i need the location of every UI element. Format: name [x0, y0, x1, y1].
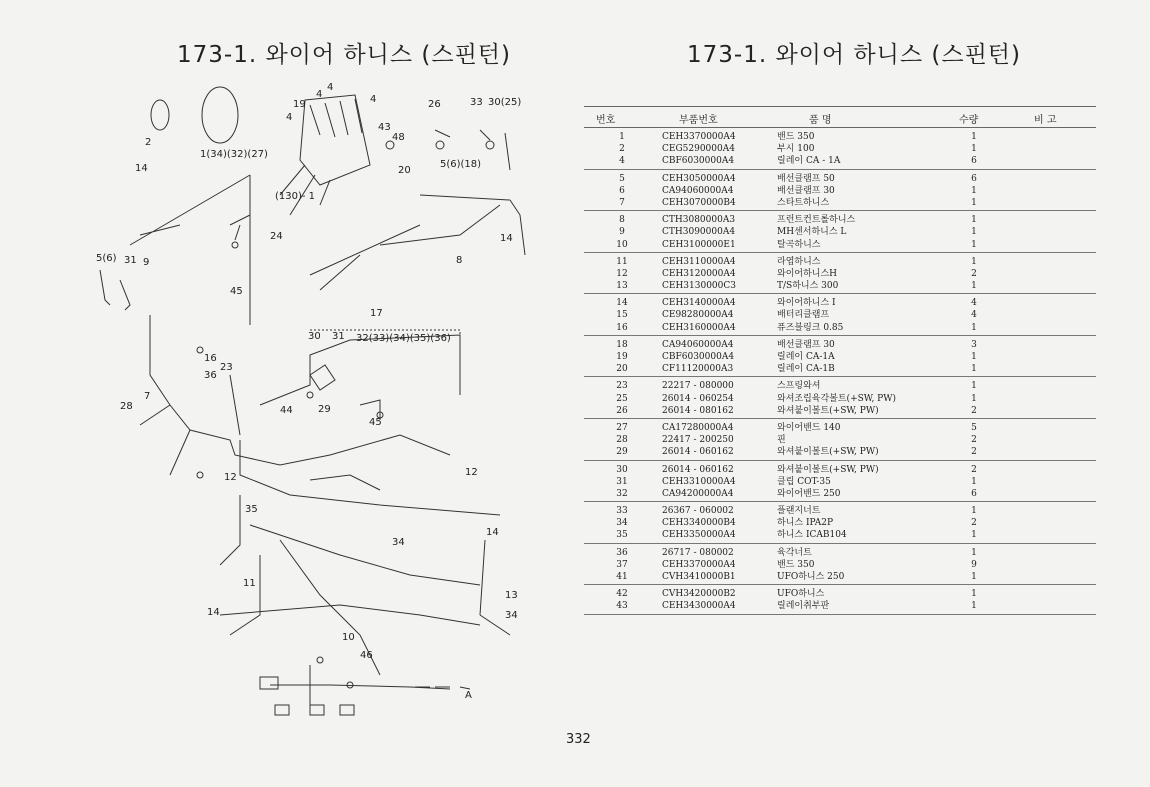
table-row: [584, 600, 1096, 612]
part-name: 하니스 ICAB104: [777, 530, 847, 541]
row-group: [584, 461, 1096, 503]
callout-label: 35: [245, 504, 258, 515]
quantity: 2: [971, 268, 977, 279]
table-row: [584, 405, 1096, 417]
part-name: 와이어하니스H: [777, 268, 838, 279]
part-name: 육각너트: [777, 547, 812, 558]
callout-label: 13: [505, 590, 518, 601]
quantity: 1: [971, 393, 977, 404]
quantity: 1: [971, 601, 977, 612]
part-name: 밴드 350: [777, 132, 815, 142]
quantity: 1: [971, 572, 977, 582]
row-number: 9: [619, 227, 625, 238]
part-name: 라엽하니스: [777, 256, 821, 267]
row-number: 16: [616, 322, 628, 333]
table-row: [584, 380, 1096, 392]
quantity: 1: [971, 364, 977, 375]
quantity: 1: [971, 239, 977, 250]
callout-label: 44: [280, 405, 293, 416]
quantity: 3: [971, 339, 977, 350]
quantity: 6: [971, 173, 977, 184]
callout-label: 30(25): [488, 97, 522, 108]
part-name: 부시 100: [777, 144, 815, 155]
part-name: 스프링와셔: [777, 381, 821, 392]
row-number: 18: [616, 339, 628, 350]
table-row: [584, 488, 1096, 500]
row-number: 11: [616, 256, 628, 267]
part-number: 26014 - 060162: [662, 447, 734, 458]
connector-a: [260, 677, 278, 689]
table-row: [584, 339, 1096, 351]
quantity: 1: [971, 506, 977, 517]
part-number: CEH3120000A4: [662, 268, 736, 279]
callout-label: 10: [342, 632, 355, 643]
quantity: 2: [971, 464, 977, 475]
table-row: [584, 197, 1096, 209]
callout-label: 36: [204, 370, 217, 381]
row-number: 23: [616, 381, 628, 392]
part-number: CEH3110000A4: [662, 256, 736, 267]
callout-label: 29: [318, 404, 331, 415]
callout-label: 9: [143, 257, 150, 268]
part-number: 26717 - 080002: [662, 547, 734, 558]
part-number: CEH3310000A4: [662, 476, 736, 487]
parts-table: [584, 106, 1096, 615]
part-number: CBF6030000A4: [662, 156, 735, 167]
callout-label: 17: [370, 308, 383, 319]
part-number: CEH3350000A4: [662, 530, 736, 541]
part-number: 26367 - 060002: [662, 506, 734, 517]
part-name: 릴레이 CA - 1A: [777, 156, 841, 167]
callout-label: 24: [270, 231, 283, 242]
part-number: CEH3370000A4: [662, 132, 736, 142]
part-name: 와셔붙이볼트(+SW, PW): [777, 464, 879, 475]
row-number: 36: [616, 547, 628, 558]
part-number: CVH3410000B1: [662, 572, 736, 582]
part-name: 핀: [777, 435, 786, 446]
row-number: 20: [616, 364, 628, 375]
part-name: 와이어밴드 250: [777, 488, 841, 499]
callout-label: 4: [286, 112, 293, 123]
header-name: 품 명: [809, 115, 832, 126]
quantity: 4: [971, 310, 977, 321]
quantity: 1: [971, 227, 977, 238]
quantity: 5: [971, 422, 977, 433]
row-number: 30: [616, 464, 628, 475]
part-name: 배선클램프 30: [777, 185, 835, 196]
row-number: 26: [616, 405, 628, 416]
part-number: 22217 - 080000: [662, 381, 734, 392]
bush-part-1: [202, 87, 238, 143]
part-name: 와이어하니스 I: [777, 298, 836, 309]
part-number: CA17280000A4: [662, 422, 734, 433]
callout-label: 4: [327, 82, 334, 93]
callout-label: 45: [369, 417, 382, 428]
table-row: [584, 434, 1096, 446]
row-number: 34: [616, 518, 628, 529]
part-name: 퓨즈블링크 0.85: [777, 322, 844, 333]
header-qty: 수량: [959, 115, 979, 126]
row-group: [584, 419, 1096, 461]
row-group: [584, 128, 1096, 170]
quantity: 1: [971, 322, 977, 333]
part-name: 프런트컨트롤하니스: [777, 215, 856, 226]
quantity: 1: [971, 132, 977, 142]
part-number: 26014 - 080162: [662, 405, 734, 416]
quantity: 1: [971, 476, 977, 487]
callout-label: 28: [120, 401, 133, 412]
row-group: [584, 502, 1096, 544]
part-number: CE98280000A4: [662, 310, 734, 321]
part-number: CEH3130000C3: [662, 281, 736, 292]
table-row: [584, 185, 1096, 197]
relay-block: [300, 95, 370, 185]
callout-label: 5(6): [96, 253, 117, 264]
row-number: 8: [619, 215, 625, 226]
row-number: 12: [616, 268, 628, 279]
table-row: [584, 571, 1096, 583]
row-number: 37: [616, 559, 628, 570]
part-number: CTH3080000A3: [662, 215, 736, 226]
part-number: CA94060000A4: [662, 185, 734, 196]
callout-label: 8: [456, 255, 463, 266]
callout-label: 4: [370, 94, 377, 105]
row-number: 10: [616, 239, 628, 250]
part-number: CEG5290000A4: [662, 144, 735, 155]
part-name: 배선클램프 50: [777, 173, 835, 184]
part-name: 하니스 IPA2P: [777, 518, 834, 529]
part-number: CA94060000A4: [662, 339, 734, 350]
part-name: 밴드 350: [777, 559, 815, 570]
row-number: 25: [616, 393, 628, 404]
part-name: 릴레이 CA-1B: [777, 364, 835, 375]
callout-label: A: [465, 690, 472, 701]
quantity: 1: [971, 197, 977, 208]
part-number: CVH3420000B2: [662, 589, 736, 600]
part-number: 22417 - 200250: [662, 435, 734, 446]
callout-label: 16: [204, 353, 217, 364]
band-part-2: [151, 100, 169, 130]
part-number: CEH3140000A4: [662, 298, 736, 309]
part-name: T/S하니스 300: [777, 281, 839, 292]
row-group: [584, 544, 1096, 586]
callout-label: 34: [505, 610, 518, 621]
row-number: 32: [616, 488, 628, 499]
quantity: 6: [971, 156, 977, 167]
row-group: [584, 170, 1096, 212]
callout-label: 14: [500, 233, 513, 244]
row-number: 15: [616, 310, 628, 321]
row-number: 14: [616, 298, 628, 309]
part-number: CEH3430000A4: [662, 601, 736, 612]
quantity: 2: [971, 518, 977, 529]
callout-label: 31: [124, 255, 137, 266]
part-number: CF11120000A3: [662, 364, 734, 375]
callout-label: 31: [332, 331, 345, 342]
harness-lines: [100, 87, 525, 715]
quantity: 1: [971, 381, 977, 392]
quantity: 1: [971, 547, 977, 558]
quantity: 2: [971, 435, 977, 446]
part-name: 배선클램프 30: [777, 339, 835, 350]
table-row: [584, 226, 1096, 238]
table-row: [584, 393, 1096, 405]
callout-label: 48: [392, 132, 405, 143]
part-name: 와셔조립육각볼트(+SW, PW): [777, 393, 896, 404]
row-group: [584, 211, 1096, 253]
part-number: CEH3070000B4: [662, 197, 736, 208]
callout-label: 7: [144, 391, 151, 402]
table-row: [584, 517, 1096, 529]
callout-label: 20: [398, 165, 411, 176]
table-row: [584, 309, 1096, 321]
header-part: 부품번호: [679, 115, 718, 126]
quantity: 1: [971, 256, 977, 267]
callout-label: 32(33)(34)(35)(36): [356, 333, 451, 344]
table-body: [584, 128, 1096, 615]
table-row: [584, 322, 1096, 334]
parts-list-title: 173-1. 와이어 하니스 (스핀턴): [687, 42, 1021, 68]
quantity: 1: [971, 530, 977, 541]
table-row: [584, 464, 1096, 476]
row-number: 29: [616, 447, 628, 458]
quantity: 1: [971, 144, 977, 155]
part-number: CBF6030000A4: [662, 352, 735, 362]
row-number: 27: [616, 422, 628, 433]
row-number: 7: [619, 197, 625, 208]
part-number: CEH3370000A4: [662, 559, 736, 570]
part-name: 클립 COT-35: [777, 476, 831, 487]
callout-label: 2: [145, 137, 152, 148]
table-row: [584, 280, 1096, 292]
callout-label: 26: [428, 99, 441, 110]
row-group: [584, 294, 1096, 336]
part-number: CEH3050000A4: [662, 173, 736, 184]
row-number: 1: [619, 132, 625, 142]
table-row: [584, 547, 1096, 559]
part-number: CEH3340000B4: [662, 518, 736, 529]
row-number: 13: [616, 281, 628, 292]
page-number: 332: [566, 732, 591, 747]
part-name: UFO하니스: [777, 589, 825, 600]
part-name: 와이어밴드 140: [777, 422, 841, 433]
table-row: [584, 239, 1096, 251]
callout-label: 30: [308, 331, 321, 342]
quantity: 1: [971, 215, 977, 226]
table-row: [584, 446, 1096, 458]
table-row: [584, 505, 1096, 517]
row-number: 33: [616, 506, 628, 517]
callout-label: 14: [207, 607, 220, 618]
table-row: [584, 214, 1096, 226]
diagram-callouts: [96, 82, 521, 701]
part-name: 탈곡하니스: [777, 239, 821, 250]
row-group: [584, 377, 1096, 419]
quantity: 1: [971, 352, 977, 362]
part-name: MH센서하니스 L: [777, 227, 847, 238]
row-group: [584, 585, 1096, 614]
row-number: 31: [616, 476, 628, 487]
quantity: 9: [971, 559, 977, 570]
table-row: [584, 476, 1096, 488]
callout-label: 19: [293, 99, 306, 110]
table-row: [584, 297, 1096, 309]
row-group: [584, 253, 1096, 295]
diagram-title: 173-1. 와이어 하니스 (스핀턴): [177, 42, 511, 68]
table-row: [584, 422, 1096, 434]
callout-label: 14: [486, 527, 499, 538]
table-row: [584, 256, 1096, 268]
table-row: [584, 559, 1096, 571]
table-row: [584, 529, 1096, 541]
table-row: [584, 173, 1096, 185]
callout-label: 23: [220, 362, 233, 373]
quantity: 1: [971, 589, 977, 600]
table-row: [584, 363, 1096, 375]
quantity: 4: [971, 298, 977, 309]
row-number: 35: [616, 530, 628, 541]
part-name: 배터리클램프: [777, 310, 830, 321]
part-number: 26014 - 060162: [662, 464, 734, 475]
part-number: CTH3090000A4: [662, 227, 736, 238]
table-row: [584, 351, 1096, 363]
row-number: 43: [616, 601, 628, 612]
callout-label: 1(34)(32)(27): [200, 149, 268, 160]
table-row: [584, 131, 1096, 143]
callout-label: 33: [470, 97, 483, 108]
table-row: [584, 588, 1096, 600]
quantity: 2: [971, 447, 977, 458]
part-name: UFO하니스 250: [777, 572, 845, 582]
part-number: 26014 - 060254: [662, 393, 734, 404]
part-name: 와셔붙이볼트(+SW, PW): [777, 447, 879, 458]
part-name: 와셔붙이볼트(+SW, PW): [777, 405, 879, 416]
row-number: 2: [619, 144, 625, 155]
header-note: 비 고: [1034, 115, 1057, 126]
part-name: 릴레이 CA-1A: [777, 352, 835, 362]
part-name: 스타트하니스: [777, 197, 830, 208]
part-number: CEH3100000E1: [662, 239, 736, 250]
row-number: 5: [619, 173, 625, 184]
callout-label: 4: [316, 89, 323, 100]
part-number: CEH3160000A4: [662, 322, 736, 333]
header-no: 번호: [596, 115, 616, 126]
callout-label: 45: [230, 286, 243, 297]
callout-label: 34: [392, 537, 405, 548]
table-header: [584, 106, 1096, 128]
callout-label: 43: [378, 122, 391, 133]
callout-label: 12: [465, 467, 478, 478]
part-name: 플랜지너트: [777, 506, 821, 517]
part-name: 릴레이취부판: [777, 601, 830, 612]
quantity: 1: [971, 185, 977, 196]
callout-label: 12: [224, 472, 237, 483]
row-number: 6: [619, 185, 625, 196]
table-row: [584, 268, 1096, 280]
row-number: 28: [616, 435, 628, 446]
row-number: 4: [619, 156, 625, 167]
part-number: CA94200000A4: [662, 488, 734, 499]
row-group: [584, 336, 1096, 378]
callout-label: 46: [360, 650, 373, 661]
callout-label: (130)- 1: [275, 191, 316, 202]
callout-label: 5(6)(18): [440, 159, 482, 170]
quantity: 1: [971, 281, 977, 292]
table-row: [584, 143, 1096, 155]
callout-label: 11: [243, 578, 256, 589]
callout-label: 14: [135, 163, 148, 174]
table-row: [584, 155, 1096, 167]
row-number: 42: [616, 589, 628, 600]
quantity: 2: [971, 405, 977, 416]
wire-harness-diagram: [80, 75, 550, 725]
quantity: 6: [971, 488, 977, 499]
row-number: 19: [616, 352, 628, 362]
row-number: 41: [616, 572, 628, 582]
